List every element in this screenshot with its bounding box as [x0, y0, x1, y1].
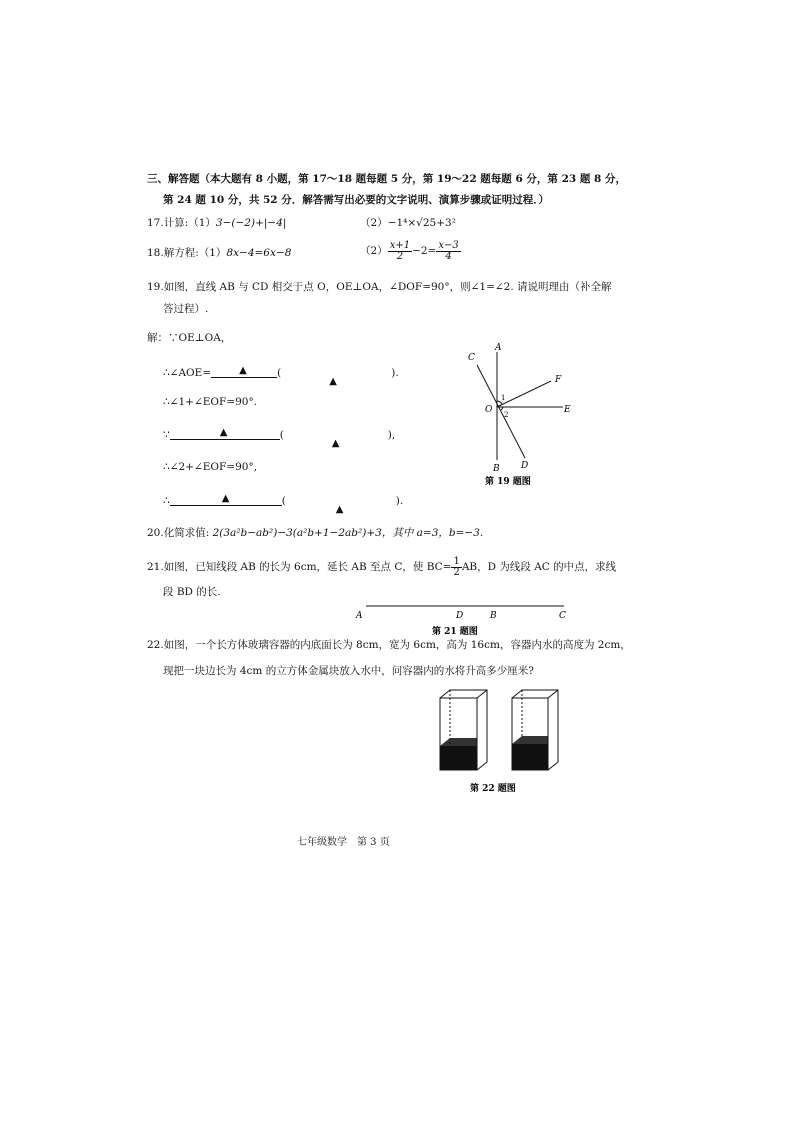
- q18-part2-label: （2）: [360, 245, 388, 258]
- q21-frac-numerator: 1: [453, 556, 460, 567]
- q21-fig-caption: 第 21 题图: [432, 627, 478, 637]
- q19-step5-text: ∴: [163, 494, 170, 507]
- q19-step5: [163, 493, 404, 515]
- q19-step1: [163, 365, 399, 387]
- q18-fraction-1: [388, 241, 412, 262]
- q19-figure: [455, 340, 585, 490]
- label-o: O: [485, 405, 493, 415]
- q18-frac2-numerator: x−3: [438, 240, 459, 251]
- q22-line2: 现把一块边长为 4cm 的立方体金属块放入水中，问容器内的水将升高多少厘米?: [163, 665, 534, 677]
- q21-figure: [350, 600, 580, 640]
- section-heading: 三、解答题（本大题有 8 小题，第 17～18 题每题 5 分，第 19～22 题每题 6 分，第 23 题 8 分，: [147, 173, 626, 185]
- q22-line1: 22.如图，一个长方体玻璃容器的内底面长为 8cm，宽为 6cm，高为 16cm，容器内水的高度为 2cm，: [147, 639, 631, 651]
- label-d: D: [521, 461, 529, 471]
- paren-close: ).: [395, 494, 404, 507]
- q21-fraction: [451, 557, 461, 578]
- q18-fraction-2: [436, 241, 460, 262]
- q18-part1: 8x−4=6x−8: [226, 247, 292, 259]
- label-d: D: [456, 611, 464, 621]
- q21-text-a: 21.如图，已知线段 AB 的长为 6cm，延长 AB 至点 C，使 BC=: [147, 561, 452, 574]
- q19-fig-caption: 第 19 题图: [485, 477, 531, 487]
- q19-step5-blank[interactable]: [170, 495, 282, 506]
- q21-line2: 段 BD 的长.: [163, 586, 221, 598]
- label-e: E: [564, 405, 571, 415]
- paren-close: ).: [391, 366, 399, 379]
- paren-close: ),: [387, 428, 396, 441]
- q17-part2: −1⁴×√25+3²: [387, 217, 456, 229]
- q19-step3-text: ∵: [163, 428, 170, 441]
- q21-line1: [147, 557, 616, 578]
- q17-part2-line: [360, 218, 456, 229]
- water-fill: [440, 746, 477, 770]
- q19-step1-text: ∴∠AOE=: [163, 366, 212, 379]
- q18-frac1-denominator: 2: [396, 251, 404, 262]
- q20-expression: 2(3a²b−ab²)−3(a²b+1−2ab²)+3，其中 a=3，b=−3.: [212, 527, 484, 539]
- q18-frac1-numerator: x+1: [389, 240, 411, 251]
- q19-line2: 答过程）.: [163, 303, 209, 315]
- water-fill: [512, 744, 548, 770]
- section-heading-cont: 第 24 题 10 分，共 52 分．解答需写出必要的文字说明、演算步骤或证明过程．）: [163, 194, 550, 206]
- label-c: C: [559, 611, 566, 621]
- q17-part2-label: （2）: [360, 217, 388, 229]
- triangle-marker: ▲: [329, 376, 337, 387]
- q20-prefix: 20.化简求值:: [147, 527, 210, 539]
- paren-open: (: [279, 428, 284, 441]
- label-angle-1: 1: [501, 394, 506, 402]
- q21-text-b: AB，D 为线段 AC 的中点，求线: [461, 561, 617, 574]
- q18-middle: −2=: [412, 245, 437, 258]
- q19-step1-blank[interactable]: [211, 367, 277, 378]
- q19-line1: 19.如图，直线 AB 与 CD 相交于点 O，OE⊥OA，∠DOF=90°，则∠1=∠2. 请说明理由（补全解: [147, 281, 612, 293]
- label-angle-2: 2: [504, 411, 509, 419]
- q18-line: [147, 248, 291, 259]
- q22-fig-caption: 第 22 题图: [470, 784, 516, 794]
- q18-part2-line: [360, 241, 461, 262]
- triangle-marker: ▲: [219, 427, 228, 438]
- label-c: C: [468, 353, 475, 363]
- q20-line: [147, 528, 483, 539]
- label-b: B: [493, 464, 500, 474]
- label-b: B: [490, 611, 497, 621]
- label-a: A: [495, 343, 502, 353]
- q18-prefix: 18.解方程:（1）: [147, 247, 227, 259]
- triangle-marker: ▲: [331, 438, 340, 449]
- q22-figure: [430, 678, 570, 796]
- page-footer: 七年级数学 第 3 页: [297, 837, 390, 848]
- q17-line: [147, 218, 286, 229]
- container-after: [512, 690, 558, 770]
- q21-frac-denominator: 2: [453, 567, 460, 578]
- label-f: F: [555, 375, 562, 385]
- q19-solution-start: 解：∵OE⊥OA，: [147, 332, 232, 344]
- q17-part1: 3−(−2)+|−4|: [215, 217, 287, 229]
- q18-frac2-denominator: 4: [445, 251, 452, 262]
- triangle-marker: ▲: [239, 365, 247, 376]
- q17-prefix: 17.计算:（1）: [147, 217, 216, 229]
- label-a: A: [356, 611, 363, 621]
- triangle-marker: ▲: [335, 504, 344, 515]
- q19-step3: [163, 427, 396, 449]
- triangle-marker: ▲: [221, 493, 230, 504]
- paren-open: (: [281, 494, 286, 507]
- q19-step3-blank[interactable]: [170, 429, 280, 440]
- paren-open: (: [277, 366, 282, 379]
- container-before: [440, 690, 487, 770]
- q19-step2: ∴∠1+∠EOF=90°.: [163, 396, 258, 408]
- q19-step4: ∴∠2+∠EOF=90°,: [163, 461, 258, 473]
